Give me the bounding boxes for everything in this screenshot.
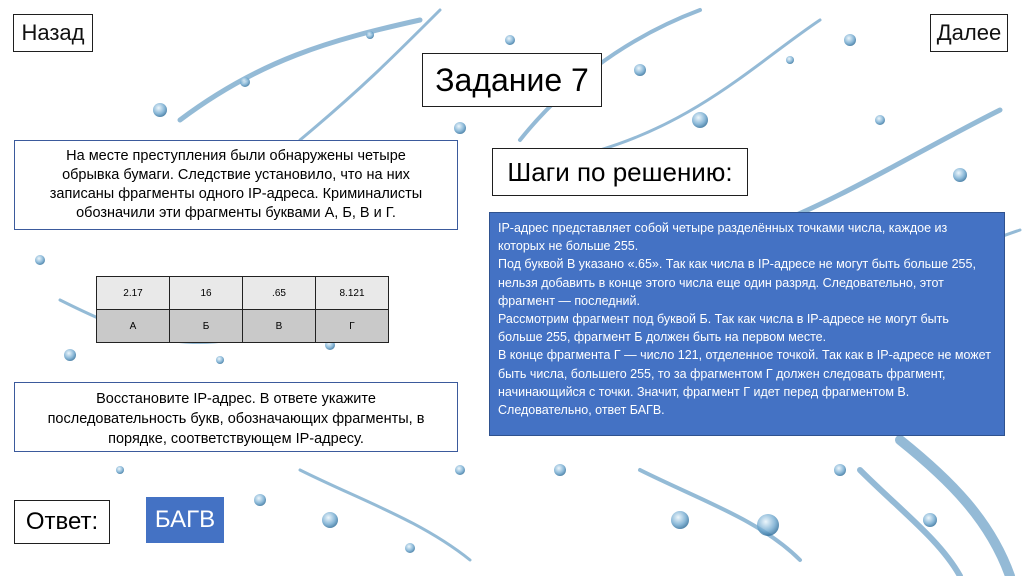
back-button[interactable]: Назад xyxy=(13,14,93,52)
answer-label: Ответ: xyxy=(14,500,110,544)
answer-value[interactable]: БАГВ xyxy=(146,497,224,543)
task-statement: Восстановите IP-адрес. В ответе укажите последовательность букв, обозначающих фрагменты, в порядке, соответствующем IP-адресу. xyxy=(14,382,458,452)
fragment-letter: Г xyxy=(316,310,389,343)
fragment-value: .65 xyxy=(243,277,316,310)
fragment-letters-row xyxy=(97,310,389,343)
solution-panel xyxy=(489,212,1005,436)
solution-step: IP-адрес представляет собой четыре разделённых точками числа, каждое из которых не больше 255. xyxy=(498,221,948,254)
next-button[interactable]: Далее xyxy=(930,14,1008,52)
solution-step: Следовательно, ответ БАГВ. xyxy=(498,403,665,418)
fragment-letter: В xyxy=(243,310,316,343)
fragment-values-row xyxy=(97,277,389,310)
problem-statement: На месте преступления были обнаружены четыре обрывка бумаги. Следствие установило, что на них записаны фрагменты одного IP-адреса. Криминалисты обозначили эти фрагменты буквами А, Б, В и Г. xyxy=(14,140,458,230)
fragment-value: 8.121 xyxy=(316,277,389,310)
solution-step: В конце фрагмента Г — число 121, отделенное точкой. Так как в IP-адресе не может быть числа, большего 255, то за фрагментом Г должен следовать фрагмент, начинающийся с точки. Значит, фрагмент Г идет перед фрагментом В. xyxy=(498,348,991,399)
fragments-table xyxy=(96,276,389,343)
fragment-value: 2.17 xyxy=(97,277,170,310)
solution-step: Под буквой В указано «.65». Так как числа в IP-адресе не могут быть больше 255, нельзя добавить в конце этого числа еще один разряд. Следовательно, этот фрагмент — последний. xyxy=(498,257,976,308)
fragment-value: 16 xyxy=(170,277,243,310)
fragment-letter: Б xyxy=(170,310,243,343)
solution-step: Рассмотрим фрагмент под буквой Б. Так как числа в IP-адресе не могут быть больше 255, фрагмент Б должен быть на первом месте. xyxy=(498,312,949,345)
fragment-letter: А xyxy=(97,310,170,343)
solution-steps-heading: Шаги по решению: xyxy=(492,148,748,196)
page-title: Задание 7 xyxy=(422,53,602,107)
